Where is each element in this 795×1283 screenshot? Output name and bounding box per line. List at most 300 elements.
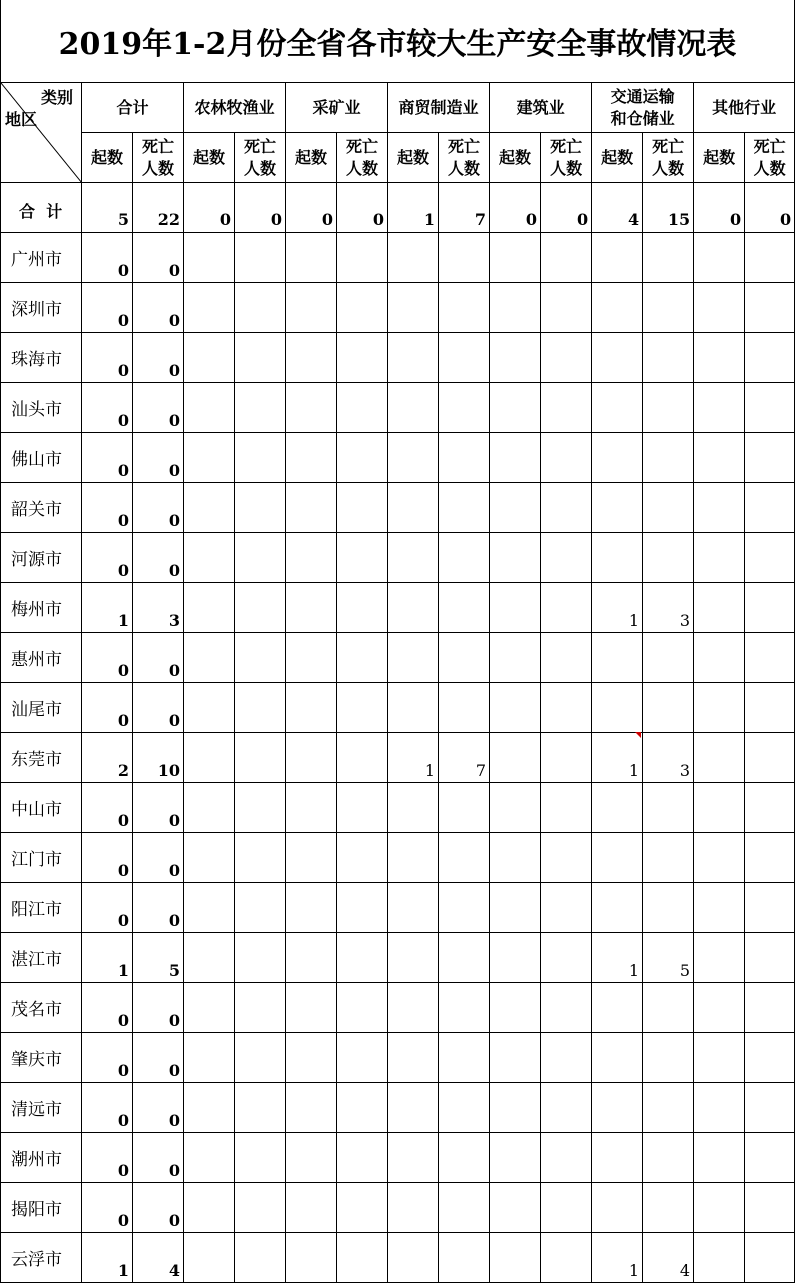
- value-cell: 0: [133, 1083, 184, 1133]
- value-cell: [643, 783, 694, 833]
- value-cell: [490, 683, 541, 733]
- table-row: [1, 833, 795, 883]
- value-cell: [337, 233, 388, 283]
- value-cell: [286, 733, 337, 783]
- value-cell: [541, 1183, 592, 1233]
- value-cell: [694, 1083, 745, 1133]
- value-cell: [541, 1133, 592, 1183]
- value-cell: [235, 333, 286, 383]
- value-cell: [592, 383, 643, 433]
- city-name-cell: 河源市: [1, 533, 82, 583]
- value-cell: [541, 533, 592, 583]
- value-cell: [184, 733, 235, 783]
- value-cell: [745, 483, 795, 533]
- value-cell: [643, 883, 694, 933]
- value-cell: [541, 483, 592, 533]
- value-cell: [745, 1083, 795, 1133]
- value-cell: 1: [592, 733, 643, 783]
- value-cell: [745, 283, 795, 333]
- value-cell: [490, 1233, 541, 1283]
- value-cell: [490, 783, 541, 833]
- header-row-categories: [1, 83, 795, 133]
- value-cell: [286, 483, 337, 533]
- city-name-cell: 深圳市: [1, 283, 82, 333]
- value-cell: [337, 633, 388, 683]
- value-cell: [337, 733, 388, 783]
- value-cell: [541, 933, 592, 983]
- value-cell: [439, 383, 490, 433]
- subheader-deaths: 死亡人数: [745, 133, 795, 183]
- value-cell: [286, 283, 337, 333]
- value-cell: [388, 833, 439, 883]
- value-cell: [235, 533, 286, 583]
- value-cell: [694, 933, 745, 983]
- value-cell: [541, 1083, 592, 1133]
- value-cell: [337, 1183, 388, 1233]
- value-cell: [694, 1033, 745, 1083]
- total-row: [1, 183, 795, 233]
- value-cell: [592, 233, 643, 283]
- value-cell: [643, 1183, 694, 1233]
- value-cell: [235, 433, 286, 483]
- value-cell: [286, 883, 337, 933]
- value-cell: 5: [643, 933, 694, 983]
- value-cell: [643, 833, 694, 883]
- value-cell: [337, 1083, 388, 1133]
- subheader-count: 起数: [592, 133, 643, 183]
- total-value-cell: 22: [133, 183, 184, 233]
- value-cell: [745, 1233, 795, 1283]
- value-cell: [235, 733, 286, 783]
- value-cell: [286, 1133, 337, 1183]
- value-cell: [694, 1183, 745, 1233]
- table-row: [1, 733, 795, 783]
- value-cell: [388, 433, 439, 483]
- table-row: [1, 383, 795, 433]
- accident-table: [0, 82, 795, 1283]
- value-cell: 0: [133, 533, 184, 583]
- value-cell: [439, 1233, 490, 1283]
- subheader-deaths: 死亡人数: [643, 133, 694, 183]
- value-cell: [541, 833, 592, 883]
- value-cell: [388, 483, 439, 533]
- value-cell: [184, 433, 235, 483]
- corner-category-label: 类别: [40, 88, 73, 107]
- value-cell: [745, 633, 795, 683]
- value-cell: [694, 783, 745, 833]
- value-cell: 0: [133, 983, 184, 1033]
- value-cell: [541, 583, 592, 633]
- subheader-deaths: 死亡人数: [541, 133, 592, 183]
- total-value-cell: 15: [643, 183, 694, 233]
- subheader-count: 起数: [694, 133, 745, 183]
- city-name-cell: 惠州市: [1, 633, 82, 683]
- category-header-transport: 交通运输和仓储业: [592, 83, 694, 133]
- value-cell: [694, 233, 745, 283]
- value-cell: 3: [643, 583, 694, 633]
- value-cell: [439, 1033, 490, 1083]
- page-title: 2019年1-2月份全省各市较大生产安全事故情况表: [0, 0, 795, 82]
- value-cell: [694, 1133, 745, 1183]
- value-cell: 0: [133, 283, 184, 333]
- value-cell: [541, 733, 592, 783]
- value-cell: [490, 1033, 541, 1083]
- value-cell: 0: [82, 783, 133, 833]
- value-cell: [388, 883, 439, 933]
- value-cell: [388, 933, 439, 983]
- value-cell: 0: [82, 233, 133, 283]
- value-cell: [745, 1133, 795, 1183]
- value-cell: [286, 233, 337, 283]
- city-name-cell: 汕头市: [1, 383, 82, 433]
- value-cell: [490, 433, 541, 483]
- value-cell: [337, 783, 388, 833]
- value-cell: [388, 283, 439, 333]
- value-cell: [592, 283, 643, 333]
- value-cell: [643, 233, 694, 283]
- city-name-cell: 阳江市: [1, 883, 82, 933]
- value-cell: [745, 683, 795, 733]
- value-cell: [541, 283, 592, 333]
- value-cell: [490, 833, 541, 883]
- value-cell: 0: [133, 633, 184, 683]
- value-cell: [388, 633, 439, 683]
- city-name-cell: 梅州市: [1, 583, 82, 633]
- value-cell: [235, 883, 286, 933]
- city-name-cell: 云浮市: [1, 1233, 82, 1283]
- value-cell: 3: [643, 733, 694, 783]
- corner-region-label: 地区: [5, 110, 38, 129]
- value-cell: [286, 633, 337, 683]
- value-cell: [235, 283, 286, 333]
- value-cell: [184, 633, 235, 683]
- value-cell: 2: [82, 733, 133, 783]
- value-cell: [643, 1033, 694, 1083]
- value-cell: [643, 1083, 694, 1133]
- category-header-agriculture: 农林牧渔业: [184, 83, 286, 133]
- value-cell: 0: [82, 533, 133, 583]
- value-cell: [592, 483, 643, 533]
- value-cell: [337, 433, 388, 483]
- subheader-deaths: 死亡人数: [133, 133, 184, 183]
- value-cell: [490, 883, 541, 933]
- value-cell: [439, 283, 490, 333]
- value-cell: [184, 983, 235, 1033]
- value-cell: 0: [133, 833, 184, 883]
- value-cell: [337, 833, 388, 883]
- table-row: [1, 283, 795, 333]
- city-name-cell: 清远市: [1, 1083, 82, 1133]
- value-cell: 0: [82, 433, 133, 483]
- value-cell: [694, 433, 745, 483]
- value-cell: [184, 833, 235, 883]
- value-cell: 10: [133, 733, 184, 783]
- value-cell: 1: [592, 1233, 643, 1283]
- value-cell: [541, 1233, 592, 1283]
- value-cell: [592, 533, 643, 583]
- value-cell: [694, 833, 745, 883]
- city-name-cell: 江门市: [1, 833, 82, 883]
- total-value-cell: 7: [439, 183, 490, 233]
- value-cell: [745, 433, 795, 483]
- value-cell: [541, 1033, 592, 1083]
- value-cell: [184, 1133, 235, 1183]
- value-cell: [490, 633, 541, 683]
- total-row-label: 合 计: [1, 183, 82, 233]
- value-cell: [592, 983, 643, 1033]
- value-cell: [184, 1233, 235, 1283]
- value-cell: [745, 883, 795, 933]
- table-row: [1, 583, 795, 633]
- value-cell: [490, 383, 541, 433]
- value-cell: 0: [82, 833, 133, 883]
- value-cell: [286, 1233, 337, 1283]
- value-cell: [235, 983, 286, 1033]
- value-cell: [694, 683, 745, 733]
- subheader-count: 起数: [388, 133, 439, 183]
- city-name-cell: 湛江市: [1, 933, 82, 983]
- value-cell: [541, 233, 592, 283]
- value-cell: [541, 383, 592, 433]
- value-cell: [694, 533, 745, 583]
- value-cell: [490, 533, 541, 583]
- value-cell: [643, 433, 694, 483]
- value-cell: [490, 933, 541, 983]
- value-cell: 1: [82, 933, 133, 983]
- value-cell: [643, 983, 694, 1033]
- value-cell: 0: [133, 1033, 184, 1083]
- value-cell: [643, 533, 694, 583]
- value-cell: [745, 233, 795, 283]
- value-cell: [184, 1183, 235, 1233]
- value-cell: [592, 1133, 643, 1183]
- table-row: [1, 933, 795, 983]
- value-cell: [388, 983, 439, 1033]
- value-cell: 0: [82, 683, 133, 733]
- value-cell: [745, 533, 795, 583]
- value-cell: [592, 1033, 643, 1083]
- value-cell: [184, 683, 235, 733]
- total-value-cell: 0: [235, 183, 286, 233]
- value-cell: [235, 233, 286, 283]
- value-cell: [439, 533, 490, 583]
- city-name-cell: 潮州市: [1, 1133, 82, 1183]
- value-cell: [388, 583, 439, 633]
- value-cell: 0: [82, 483, 133, 533]
- value-cell: [235, 933, 286, 983]
- value-cell: [439, 483, 490, 533]
- city-name-cell: 汕尾市: [1, 683, 82, 733]
- table-row: [1, 1133, 795, 1183]
- value-cell: [694, 483, 745, 533]
- value-cell: [694, 583, 745, 633]
- value-cell: [439, 233, 490, 283]
- value-cell: [745, 333, 795, 383]
- category-header-total: 合计: [82, 83, 184, 133]
- value-cell: [643, 283, 694, 333]
- value-cell: [184, 933, 235, 983]
- value-cell: [337, 683, 388, 733]
- value-cell: [439, 1083, 490, 1133]
- value-cell: [235, 1133, 286, 1183]
- value-cell: 4: [133, 1233, 184, 1283]
- table-row: [1, 783, 795, 833]
- value-cell: [490, 583, 541, 633]
- value-cell: [286, 533, 337, 583]
- value-cell: 3: [133, 583, 184, 633]
- value-cell: 1: [592, 933, 643, 983]
- table-row: [1, 433, 795, 483]
- value-cell: [184, 583, 235, 633]
- value-cell: [388, 383, 439, 433]
- table-row: [1, 333, 795, 383]
- value-cell: [439, 933, 490, 983]
- value-cell: 0: [133, 1183, 184, 1233]
- table-row: [1, 633, 795, 683]
- value-cell: [592, 1183, 643, 1233]
- value-cell: [745, 983, 795, 1033]
- value-cell: 0: [133, 883, 184, 933]
- city-name-cell: 茂名市: [1, 983, 82, 1033]
- value-cell: 0: [82, 1133, 133, 1183]
- value-cell: [643, 683, 694, 733]
- city-name-cell: 广州市: [1, 233, 82, 283]
- table-row: [1, 1233, 795, 1283]
- value-cell: [388, 1133, 439, 1183]
- value-cell: [388, 1083, 439, 1133]
- value-cell: [541, 683, 592, 733]
- value-cell: [337, 1033, 388, 1083]
- category-header-construction: 建筑业: [490, 83, 592, 133]
- value-cell: 0: [133, 333, 184, 383]
- value-cell: [745, 1183, 795, 1233]
- value-cell: [388, 233, 439, 283]
- value-cell: [694, 983, 745, 1033]
- subheader-deaths: 死亡人数: [235, 133, 286, 183]
- value-cell: [337, 983, 388, 1033]
- value-cell: [592, 1083, 643, 1133]
- value-cell: [694, 733, 745, 783]
- value-cell: 0: [82, 333, 133, 383]
- table-row: [1, 683, 795, 733]
- value-cell: [490, 733, 541, 783]
- value-cell: [286, 783, 337, 833]
- value-cell: [337, 483, 388, 533]
- value-cell: [184, 333, 235, 383]
- value-cell: [235, 1183, 286, 1233]
- value-cell: [541, 783, 592, 833]
- total-value-cell: 1: [388, 183, 439, 233]
- value-cell: [439, 783, 490, 833]
- value-cell: [184, 283, 235, 333]
- value-cell: [286, 833, 337, 883]
- total-value-cell: 0: [694, 183, 745, 233]
- value-cell: 1: [82, 1233, 133, 1283]
- value-cell: 0: [133, 683, 184, 733]
- value-cell: [694, 633, 745, 683]
- value-cell: [388, 1183, 439, 1233]
- value-cell: [184, 1083, 235, 1133]
- value-cell: [286, 1183, 337, 1233]
- value-cell: [388, 1033, 439, 1083]
- city-name-cell: 东莞市: [1, 733, 82, 783]
- value-cell: [745, 1033, 795, 1083]
- value-cell: [745, 833, 795, 883]
- value-cell: [439, 833, 490, 883]
- value-cell: [490, 333, 541, 383]
- value-cell: [184, 533, 235, 583]
- city-name-cell: 揭阳市: [1, 1183, 82, 1233]
- value-cell: 0: [82, 1033, 133, 1083]
- value-cell: [235, 583, 286, 633]
- value-cell: [235, 383, 286, 433]
- value-cell: [337, 1133, 388, 1183]
- value-cell: [388, 683, 439, 733]
- comment-indicator-marker: [635, 732, 641, 738]
- value-cell: 0: [133, 783, 184, 833]
- value-cell: [490, 1083, 541, 1133]
- total-value-cell: 0: [490, 183, 541, 233]
- city-name-cell: 韶关市: [1, 483, 82, 533]
- value-cell: [694, 333, 745, 383]
- header-row-subcolumns: [1, 133, 795, 183]
- value-cell: [337, 933, 388, 983]
- value-cell: [184, 483, 235, 533]
- city-name-cell: 中山市: [1, 783, 82, 833]
- value-cell: [337, 533, 388, 583]
- value-cell: [745, 783, 795, 833]
- value-cell: 0: [82, 283, 133, 333]
- value-cell: 5: [133, 933, 184, 983]
- value-cell: [643, 383, 694, 433]
- city-name-cell: 佛山市: [1, 433, 82, 483]
- value-cell: 0: [82, 883, 133, 933]
- total-value-cell: 0: [184, 183, 235, 233]
- value-cell: [184, 783, 235, 833]
- value-cell: [439, 1183, 490, 1233]
- value-cell: [745, 933, 795, 983]
- value-cell: [439, 633, 490, 683]
- value-cell: [541, 983, 592, 1033]
- value-cell: [592, 333, 643, 383]
- value-cell: [694, 883, 745, 933]
- value-cell: [490, 483, 541, 533]
- value-cell: [643, 483, 694, 533]
- value-cell: [184, 383, 235, 433]
- total-value-cell: 4: [592, 183, 643, 233]
- value-cell: [388, 1233, 439, 1283]
- value-cell: 1: [388, 733, 439, 783]
- value-cell: 4: [643, 1233, 694, 1283]
- value-cell: 0: [133, 433, 184, 483]
- subheader-deaths: 死亡人数: [337, 133, 388, 183]
- table-row: [1, 533, 795, 583]
- value-cell: [286, 933, 337, 983]
- table-row: [1, 883, 795, 933]
- value-cell: [592, 633, 643, 683]
- value-cell: [490, 983, 541, 1033]
- value-cell: [745, 733, 795, 783]
- subheader-count: 起数: [286, 133, 337, 183]
- value-cell: [235, 1083, 286, 1133]
- value-cell: [592, 433, 643, 483]
- value-cell: [286, 583, 337, 633]
- corner-header-cell: [1, 83, 82, 183]
- value-cell: [490, 1183, 541, 1233]
- value-cell: 7: [439, 733, 490, 783]
- value-cell: [490, 1133, 541, 1183]
- subheader-deaths: 死亡人数: [439, 133, 490, 183]
